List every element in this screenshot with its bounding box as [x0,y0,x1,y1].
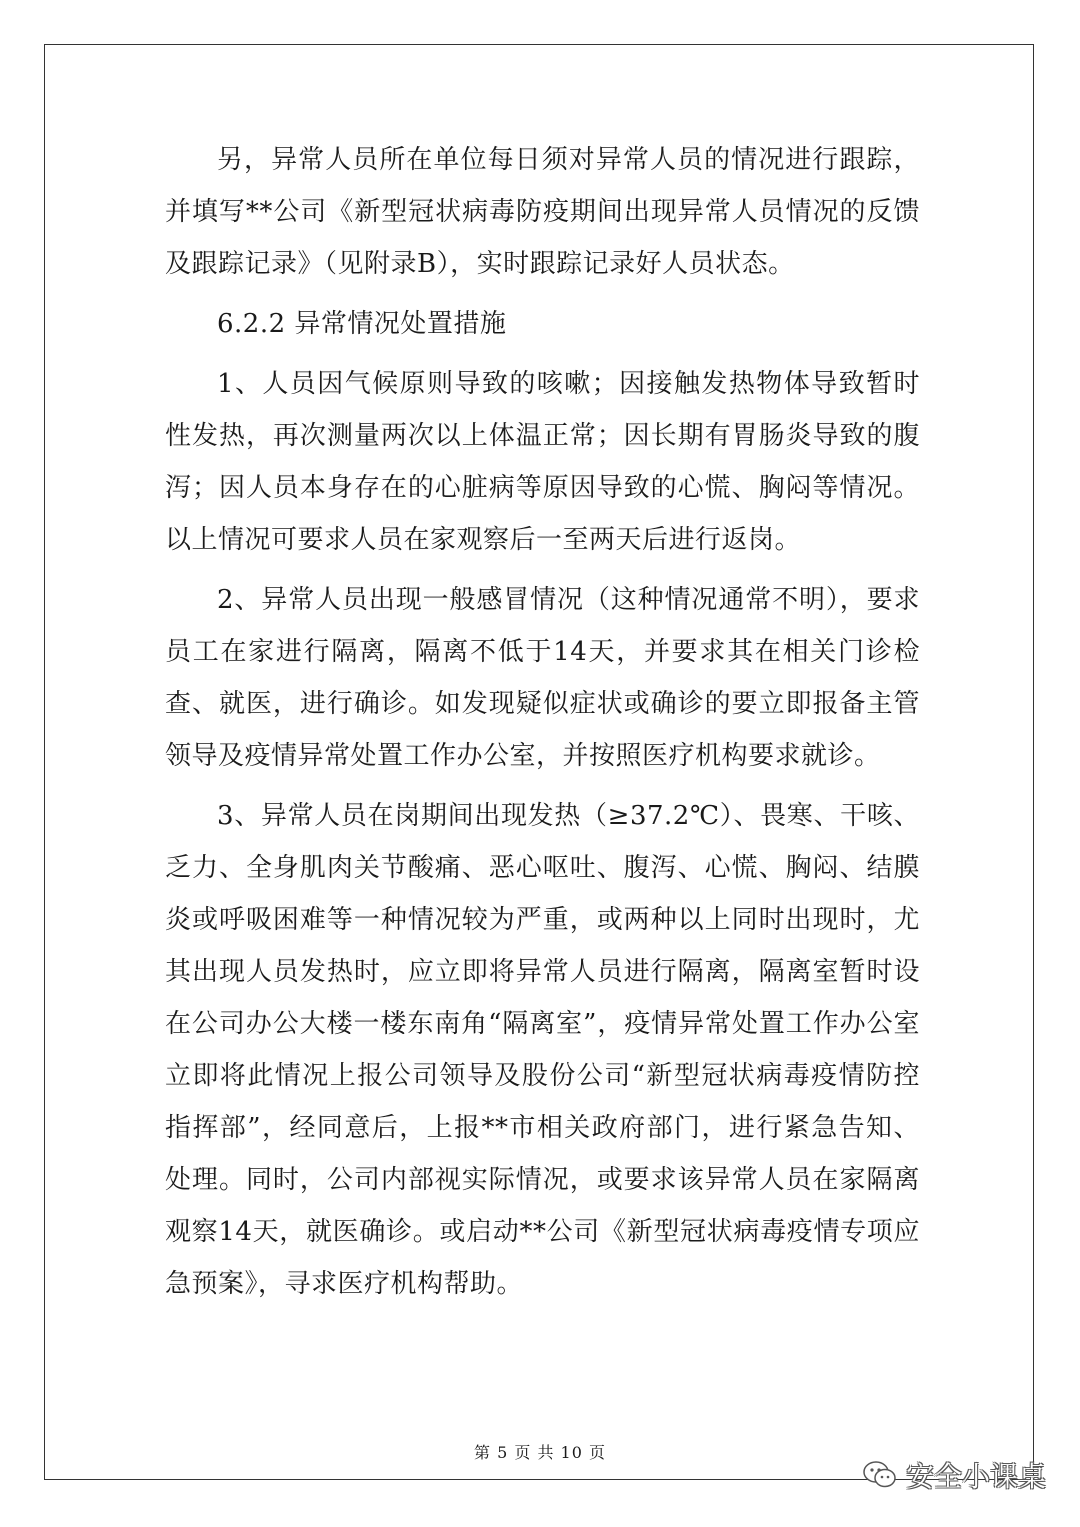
section-heading: 6.2.2 异常情况处置措施 [217,309,507,339]
paragraph-item-3: 3、异常人员在岗期间出现发热（≥37.2℃）、畏寒、干咳、乏力、全身肌肉关节酸痛、恶心呕吐、腹泻、心慌、胸闷、结膜炎或呼吸困难等一种情况较为严重，或两种以上同时出现时，尤其出现人员发热时，应立即将异常人员进行隔离，隔离室暂时设在公司办公大楼一楼东南角“隔离室”，疫情异常处置工作办公室立即将此情况上报公司领导及股份公司“新型冠状病毒疫情防控指挥部”，经同意后，上报**市相关政府部门，进行紧急告知、处理。同时，公司内部视实际情况，或要求该异常人员在家隔离观察14天，就医确诊。或启动**公司《新型冠状病毒疫情专项应急预案》，寻求医疗机构帮助。 [165,801,920,1299]
watermark [862,1455,1046,1495]
paragraph-item-1: 1、人员因气候原则导致的咳嗽；因接触发热物体导致暂时性发热，再次测量两次以上体温正常；因长期有胃肠炎导致的腹泻；因人员本身存在的心脏病等原因导致的心慌、胸闷等情况。以上情况可要求人员在家观察后一至两天后进行返岗。 [165,369,920,555]
document-body [165,134,920,1318]
wechat-icon [862,1460,898,1490]
watermark-text: 安全小课桌 [905,1460,1046,1493]
page-number: 第 5 页 共 10 页 [474,1443,606,1462]
paragraph-item-2: 2、异常人员出现一般感冒情况（这种情况通常不明），要求员工在家进行隔离，隔离不低于14天，并要求其在相关门诊检查、就医，进行确诊。如发现疑似症状或确诊的要立即报备主管领导及疫情异常处置工作办公室，并按照医疗机构要求就诊。 [165,585,920,771]
paragraph-tracking: 另，异常人员所在单位每日须对异常人员的情况进行跟踪，并填写**公司《新型冠状病毒防疫期间出现异常人员情况的反馈及跟踪记录》（见附录B），实时跟踪记录好人员状态。 [165,145,920,279]
